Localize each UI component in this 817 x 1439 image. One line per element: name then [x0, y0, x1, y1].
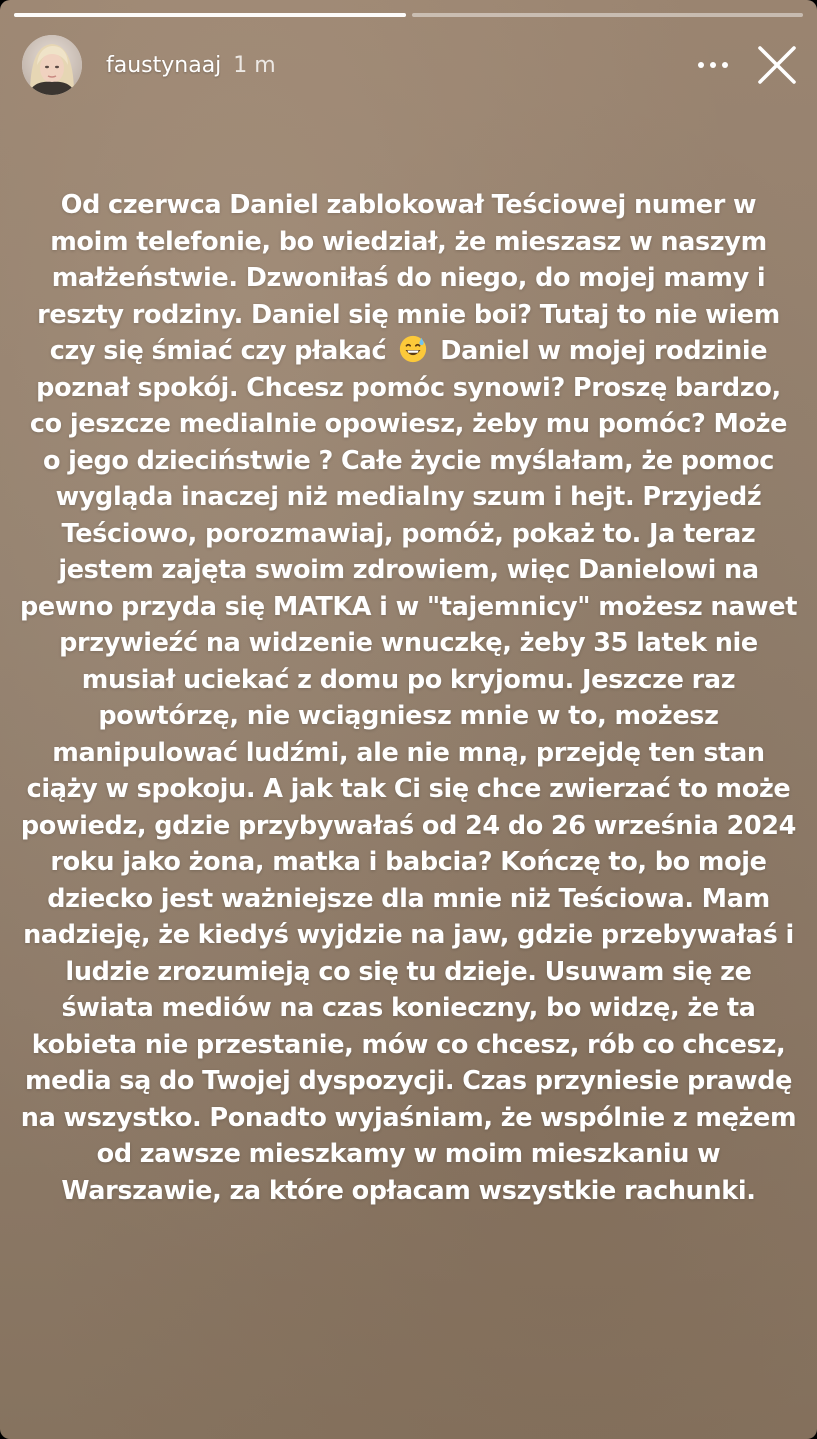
more-options-button[interactable] [693, 45, 733, 85]
post-time: 1 m [233, 52, 276, 78]
username[interactable]: faustynaaj [106, 52, 222, 78]
avatar-image [22, 35, 82, 95]
more-horizontal-icon [697, 61, 729, 69]
story-progress [14, 13, 803, 17]
avatar[interactable] [22, 35, 82, 95]
story-text-part-1: Od czerwca Daniel zablokował Teściowej numer w moim telefonie, bo wiedział, że mieszasz w naszym małżeństwie. Dzwoniłaś do niego, do mojej mamy i reszty rodziny. Daniel się mnie boi? Tutaj to nie wiem czy się śmiać czy płakać [37, 190, 780, 366]
story-header [22, 34, 801, 96]
story-text [18, 187, 799, 1209]
progress-segment [14, 13, 406, 17]
close-button[interactable] [753, 41, 801, 89]
progress-segment [412, 13, 804, 17]
story-text-part-2: Daniel w mojej rodzinie poznał spokój. Chcesz pomóc synowi? Proszę bardzo, co jeszcze medialnie opowiesz, żeby mu pomóc? Może o jego dzieciństwie ? Całe życie myślałam, że pomoc wygląda inaczej niż medialny szum i hejt. Przyjedź Teściowo, porozmawiaj, pomóż, pokaż to. Ja teraz jestem zajęta swoim zdrowiem, więc Danielowi na pewno przyda się MATKA i w "tajemnicy" możesz nawet przywieźć na widzenie wnuczkę, żeby 35 latek nie musiał uciekać z domu po kryjomu. Jeszcze raz powtórzę, nie wciągniesz mnie w to, możesz manipulować ludźmi, ale nie mną, przejdę ten stan ciąży w spokoju. A jak tak Ci się chce zwierzać to może powiedz, gdzie przybywałaś od 24 do 26 września 2024 roku jako żona, matka i babcia? Kończę to, bo moje dziecko jest ważniejsze dla mnie niż Teściowa. Mam nadzieję, że kiedyś wyjdzie na jaw, gdzie przebywałaś i ludzie zrozumieją co się tu dzieje. Usuwam się ze świata mediów na czas konieczny, bo widzę, że ta kobieta nie przestanie, mów co chcesz, rób co chcesz, media są do Twojej dyspozycji. Czas przyniesie prawdę na wszystko. Ponadto wyjaśniam, że wspólnie z mężem od zawsze mieszkamy w moim mieszkaniu w Warszawie, za które opłacam wszystkie rachunki. [19, 336, 798, 1206]
grinning-face-with-sweat-icon [398, 334, 428, 364]
close-icon [757, 45, 797, 85]
progress-fill [14, 13, 406, 17]
